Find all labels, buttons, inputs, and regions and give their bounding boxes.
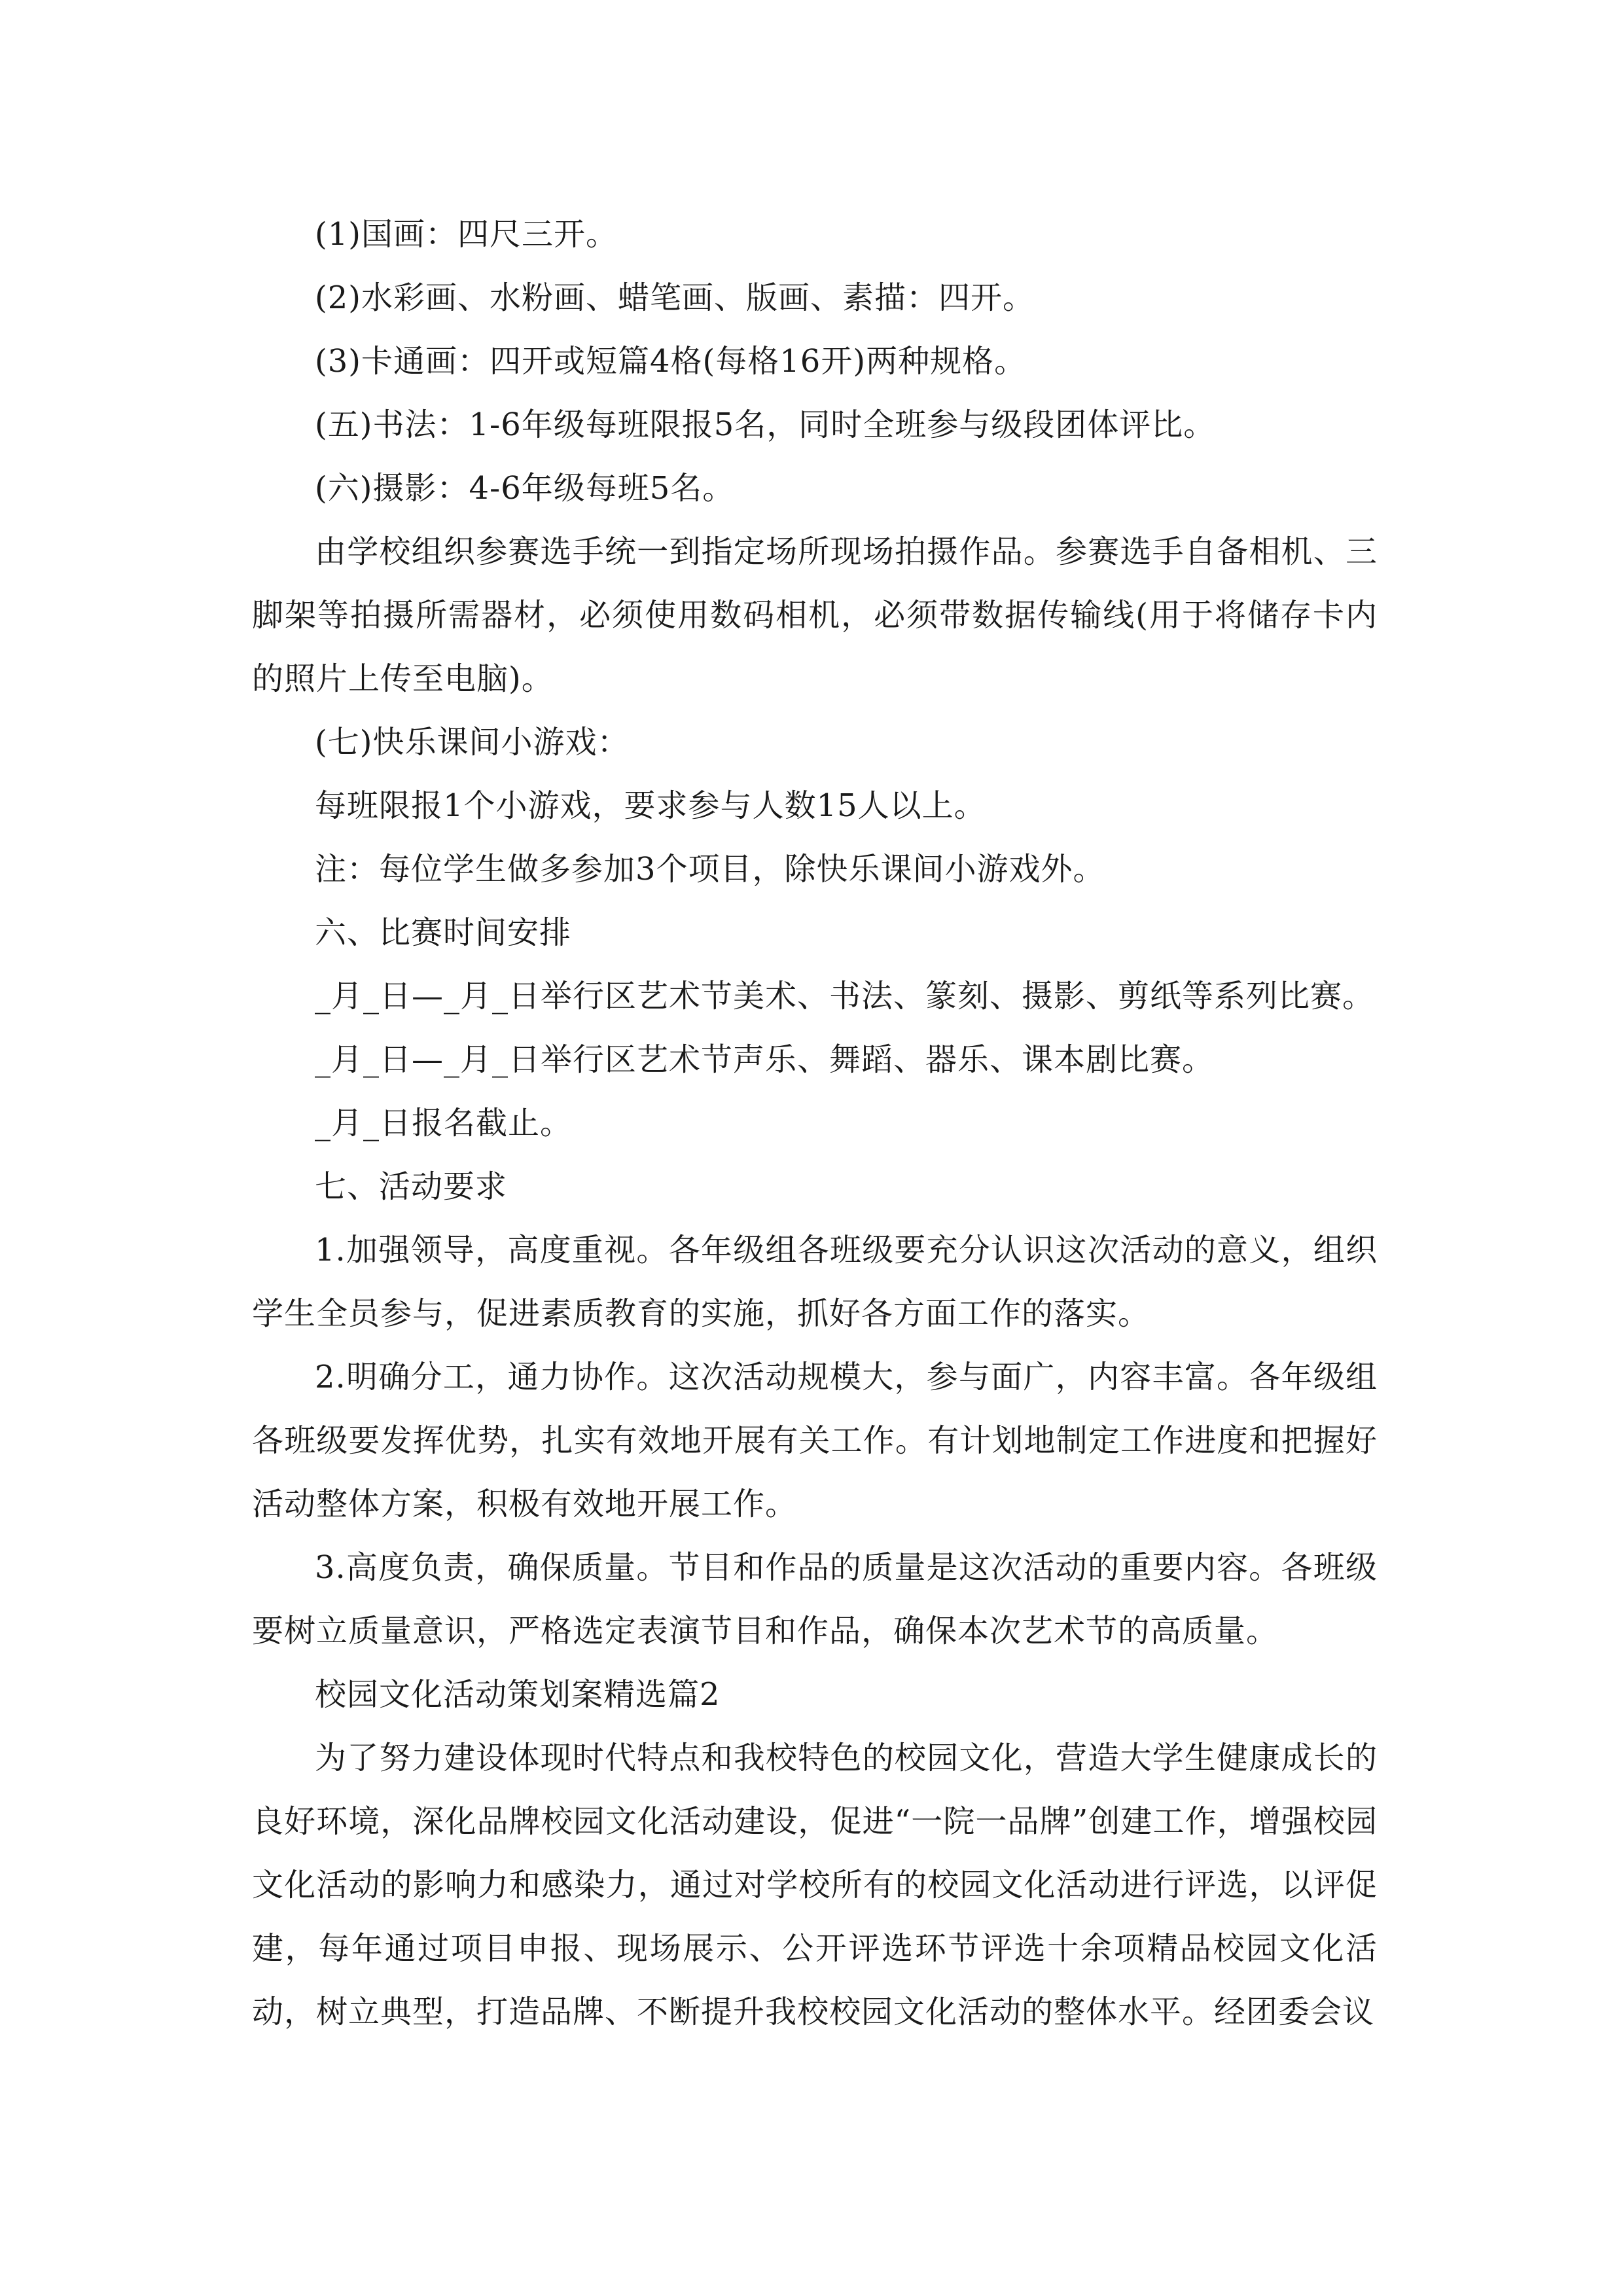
paragraph: _月_日—_月_日举行区艺术节美术、书法、篆刻、摄影、剪纸等系列比赛。: [315, 978, 1375, 1014]
paragraph: 3.高度负责，确保质量。节目和作品的质量是这次活动的重要内容。各班级要树立质量意识，严格选定表演节目和作品，确保本次艺术节的高质量。: [252, 1549, 1378, 1649]
paragraph: 2.明确分工，通力协作。这次活动规模大，参与面广，内容丰富。各年级组各班级要发挥优势，扎实有效地开展有关工作。有计划地制定工作进度和把握好活动整体方案，积极有效地开展工作。: [252, 1359, 1378, 1522]
paragraph: 由学校组织参赛选手统一到指定场所现场拍摄作品。参赛选手自备相机、三脚架等拍摄所需器材，必须使用数码相机，必须带数据传输线(用于将储存卡内的照片上传至电脑)。: [252, 533, 1378, 697]
paragraph: (2)水彩画、水粉画、蜡笔画、版画、素描：四开。: [315, 279, 1035, 316]
section-heading: 六、比赛时间安排: [315, 914, 572, 951]
paragraph: (五)书法：1-6年级每班限报5名，同时全班参与级段团体评比。: [315, 406, 1216, 443]
section-heading: 七、活动要求: [315, 1168, 508, 1205]
paragraph: _月_日—_月_日举行区艺术节声乐、舞蹈、器乐、课本剧比赛。: [315, 1041, 1215, 1078]
paragraph: 1.加强领导，高度重视。各年级组各班级要充分认识这次活动的意义，组织学生全员参与，促进素质教育的实施，抓好各方面工作的落实。: [252, 1232, 1378, 1332]
document-body: [252, 203, 1378, 2044]
paragraph: (1)国画：四尺三开。: [315, 216, 618, 253]
paragraph: 每班限报1个小游戏，要求参与人数15人以上。: [315, 787, 986, 824]
paragraph: 为了努力建设体现时代特点和我校特色的校园文化，营造大学生健康成长的良好环境，深化品牌校园文化活动建设，促进“一院一品牌”创建工作，增强校园文化活动的影响力和感染力，通过对学校所有的校园文化活动进行评选，以评促建，每年通过项目申报、现场展示、公开评选环节评选十余项精品校园文化活动，树立典型，打造品牌、不断提升我校校园文化活动的整体水平。经团委会议: [252, 1740, 1378, 2030]
paragraph: (3)卡通画：四开或短篇4格(每格16开)两种规格。: [315, 343, 1027, 380]
paragraph: (六)摄影：4-6年级每班5名。: [315, 470, 735, 507]
section-heading: 校园文化活动策划案精选篇2: [315, 1676, 721, 1713]
paragraph: 注：每位学生做多参加3个项目，除快乐课间小游戏外。: [315, 851, 1105, 888]
paragraph: (七)快乐课间小游戏：: [315, 724, 630, 761]
paragraph: _月_日报名截止。: [315, 1105, 573, 1141]
